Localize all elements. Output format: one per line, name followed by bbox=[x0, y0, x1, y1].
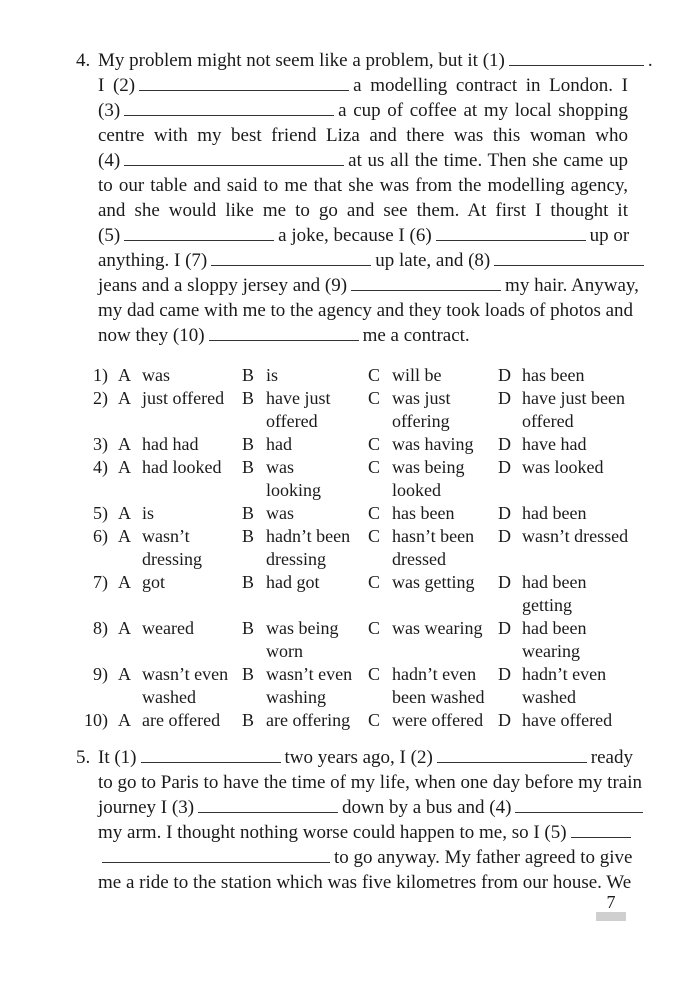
option-letter: A bbox=[118, 388, 131, 408]
text-fragment: my hair. Anyway, bbox=[505, 275, 639, 296]
option-letter: D bbox=[498, 434, 511, 454]
text-fragment: two years ago, I (2) bbox=[284, 747, 433, 768]
answer-blank[interactable] bbox=[509, 51, 644, 66]
text-fragment: and she would like me to go and see them. At first I thought it bbox=[98, 200, 628, 221]
option-value[interactable]: has been bbox=[392, 503, 455, 523]
option-value[interactable]: had looked bbox=[142, 457, 222, 477]
text-fragment: to go anyway. My father agreed to give bbox=[334, 847, 633, 868]
option-letter: D bbox=[498, 457, 511, 477]
option-value[interactable]: had bbox=[266, 434, 292, 454]
question-number: 7) bbox=[93, 572, 108, 592]
option-value[interactable]: will be bbox=[392, 365, 442, 385]
text-fragment: to our table and said to me that she was from the modelling agency, bbox=[98, 175, 628, 196]
option-letter: A bbox=[118, 664, 131, 684]
text-fragment: . bbox=[647, 50, 653, 71]
option-letter: B bbox=[242, 710, 255, 730]
ex5-line bbox=[98, 872, 632, 894]
option-value[interactable]: was wearing bbox=[392, 618, 483, 638]
exercise-5-number: 5. bbox=[76, 747, 91, 768]
option-value[interactable]: wasn’t even washed bbox=[142, 664, 229, 707]
text-fragment: up or bbox=[589, 225, 630, 246]
option-value[interactable]: has been bbox=[522, 365, 585, 385]
option-letter: B bbox=[242, 572, 255, 592]
option-value[interactable]: are offering bbox=[266, 710, 351, 730]
option-letter: C bbox=[368, 618, 381, 638]
answer-blank[interactable] bbox=[209, 326, 359, 341]
question-number: 9) bbox=[93, 664, 108, 684]
text-fragment: my dad came with me to the agency and they took loads of photos and bbox=[98, 300, 634, 321]
option-value[interactable]: wasn’t dressing bbox=[142, 526, 202, 569]
option-value[interactable]: had been getting bbox=[522, 572, 587, 615]
text-fragment: to go to Paris to have the time of my life, when one day before my train bbox=[98, 772, 642, 793]
text-fragment: me a ride to the station which was five kilometres from our house. We bbox=[98, 872, 632, 893]
option-letter: A bbox=[118, 365, 131, 385]
option-letter: D bbox=[498, 572, 511, 592]
option-letter: A bbox=[118, 618, 131, 638]
option-letter: C bbox=[368, 434, 381, 454]
ex4-line bbox=[98, 300, 634, 322]
answer-blank[interactable] bbox=[139, 76, 349, 91]
option-letter: B bbox=[242, 664, 255, 684]
option-letter: D bbox=[498, 503, 511, 523]
answer-blank[interactable] bbox=[436, 226, 586, 241]
option-value[interactable]: just offered bbox=[142, 388, 225, 408]
option-value[interactable]: had had bbox=[142, 434, 199, 454]
option-letter: A bbox=[118, 503, 131, 523]
answer-blank[interactable] bbox=[351, 276, 501, 291]
answer-blank[interactable] bbox=[124, 226, 274, 241]
option-letter: D bbox=[498, 618, 511, 638]
question-number: 2) bbox=[93, 388, 108, 408]
text-fragment: a modelling contract in London. I bbox=[353, 75, 628, 96]
option-letter: C bbox=[368, 457, 381, 477]
option-letter: C bbox=[368, 572, 381, 592]
option-value[interactable]: had got bbox=[266, 572, 320, 592]
ex4-line bbox=[98, 225, 628, 247]
question-number: 4) bbox=[93, 457, 108, 477]
question-number: 5) bbox=[93, 503, 108, 523]
text-fragment: centre with my best friend Liza and there was this woman who bbox=[98, 125, 628, 146]
option-value[interactable]: was being looked bbox=[392, 457, 465, 500]
text-fragment: now they (10) bbox=[98, 325, 205, 346]
option-value[interactable]: had been wearing bbox=[522, 618, 587, 661]
option-letter: B bbox=[242, 457, 255, 477]
option-letter: C bbox=[368, 503, 381, 523]
ex4-line bbox=[98, 250, 628, 272]
answer-blank[interactable] bbox=[494, 251, 644, 266]
option-value[interactable]: is bbox=[266, 365, 279, 385]
answer-blank[interactable] bbox=[102, 848, 330, 863]
text-fragment: ready bbox=[590, 747, 633, 768]
option-value[interactable]: was getting bbox=[392, 572, 475, 592]
option-value[interactable]: was just offering bbox=[392, 388, 451, 431]
ex4-line bbox=[98, 325, 628, 347]
question-number: 10) bbox=[84, 710, 108, 730]
option-value[interactable]: wasn’t dressed bbox=[522, 526, 629, 546]
ex5-line bbox=[98, 847, 633, 869]
ex5-line bbox=[98, 797, 628, 819]
text-fragment: jeans and a sloppy jersey and (9) bbox=[98, 275, 348, 296]
answer-blank[interactable] bbox=[141, 748, 281, 763]
answer-blank[interactable] bbox=[124, 101, 334, 116]
option-letter: D bbox=[498, 664, 511, 684]
text-fragment: (5) bbox=[98, 225, 121, 246]
option-letter: B bbox=[242, 503, 255, 523]
option-letter: B bbox=[242, 388, 255, 408]
option-value[interactable]: was bbox=[142, 365, 170, 385]
option-value[interactable]: got bbox=[142, 572, 166, 592]
text-fragment: at us all the time. Then she came up bbox=[348, 150, 628, 171]
option-letter: A bbox=[118, 710, 131, 730]
option-value[interactable]: are offered bbox=[142, 710, 221, 730]
option-letter: A bbox=[118, 572, 131, 592]
answer-blank[interactable] bbox=[124, 151, 344, 166]
text-fragment: a joke, because I (6) bbox=[278, 225, 432, 246]
answer-blank[interactable] bbox=[437, 748, 587, 763]
option-value[interactable]: wasn’t even washing bbox=[266, 664, 353, 707]
ex5-line bbox=[98, 822, 628, 844]
option-value[interactable]: hasn’t been dressed bbox=[392, 526, 475, 569]
option-value[interactable]: hadn’t even been washed bbox=[392, 664, 485, 707]
option-value[interactable]: have offered bbox=[522, 710, 613, 730]
text-fragment: anything. I (7) bbox=[98, 250, 208, 271]
option-letter: B bbox=[242, 526, 255, 546]
ex4-line bbox=[98, 175, 628, 197]
answer-blank[interactable] bbox=[211, 251, 371, 266]
option-letter: D bbox=[498, 710, 511, 730]
option-letter: C bbox=[368, 526, 381, 546]
option-letter: C bbox=[368, 365, 381, 385]
option-letter: D bbox=[498, 365, 511, 385]
option-letter: B bbox=[242, 618, 255, 638]
ex4-line bbox=[98, 150, 628, 172]
question-number: 8) bbox=[93, 618, 108, 638]
ex4-line bbox=[98, 75, 628, 97]
option-letter: B bbox=[242, 365, 255, 385]
ex4-line bbox=[98, 50, 653, 72]
option-letter: D bbox=[498, 388, 511, 408]
option-value[interactable]: have had bbox=[522, 434, 587, 454]
text-fragment: journey I (3) bbox=[98, 797, 195, 818]
option-value[interactable]: was having bbox=[392, 434, 474, 454]
option-value[interactable]: was looking bbox=[266, 457, 322, 500]
text-fragment: I (2) bbox=[98, 75, 136, 96]
option-letter: A bbox=[118, 434, 131, 454]
option-value[interactable]: had been bbox=[522, 503, 587, 523]
page-number-bar bbox=[596, 912, 626, 921]
text-fragment: My problem might not seem like a problem, but it (1) bbox=[98, 50, 505, 71]
option-value[interactable]: was bbox=[266, 503, 294, 523]
text-fragment: It (1) bbox=[98, 747, 137, 768]
answer-blank[interactable] bbox=[515, 798, 643, 813]
text-fragment: down by a bus and (4) bbox=[342, 797, 512, 818]
option-value[interactable]: was being worn bbox=[266, 618, 339, 661]
ex4-line bbox=[98, 100, 628, 122]
text-fragment: me a contract. bbox=[362, 325, 470, 346]
ex5-line bbox=[98, 747, 633, 769]
text-fragment: a cup of coffee at my local shopping bbox=[338, 100, 628, 121]
text-fragment: my arm. I thought nothing worse could happen to me, so I (5) bbox=[98, 822, 567, 843]
question-number: 6) bbox=[93, 526, 108, 546]
option-letter: A bbox=[118, 526, 131, 546]
option-value[interactable]: is bbox=[142, 503, 155, 523]
option-value[interactable]: have just offered bbox=[266, 388, 331, 431]
option-value[interactable]: have just been offered bbox=[522, 388, 625, 431]
ex4-line bbox=[98, 275, 639, 297]
question-number: 3) bbox=[93, 434, 108, 454]
option-letter: C bbox=[368, 710, 381, 730]
question-number: 1) bbox=[93, 365, 108, 385]
option-value[interactable]: was looked bbox=[522, 457, 604, 477]
option-value[interactable]: hadn’t been dressing bbox=[266, 526, 351, 569]
exercise-4-number: 4. bbox=[76, 50, 91, 71]
option-value[interactable]: weared bbox=[142, 618, 194, 638]
text-fragment: (3) bbox=[98, 100, 121, 121]
option-letter: D bbox=[498, 526, 511, 546]
option-letter: C bbox=[368, 664, 381, 684]
text-fragment: (4) bbox=[98, 150, 121, 171]
option-letter: C bbox=[368, 388, 381, 408]
text-fragment: up late, and (8) bbox=[375, 250, 491, 271]
ex5-line bbox=[98, 772, 642, 794]
option-letter: B bbox=[242, 434, 255, 454]
page-number: 7 bbox=[606, 892, 616, 912]
option-value[interactable]: hadn’t even washed bbox=[522, 664, 607, 707]
option-letter: A bbox=[118, 457, 131, 477]
ex4-line bbox=[98, 200, 628, 222]
answer-blank[interactable] bbox=[571, 823, 631, 838]
answer-blank[interactable] bbox=[198, 798, 338, 813]
option-value[interactable]: were offered bbox=[392, 710, 484, 730]
ex4-line bbox=[98, 125, 628, 147]
